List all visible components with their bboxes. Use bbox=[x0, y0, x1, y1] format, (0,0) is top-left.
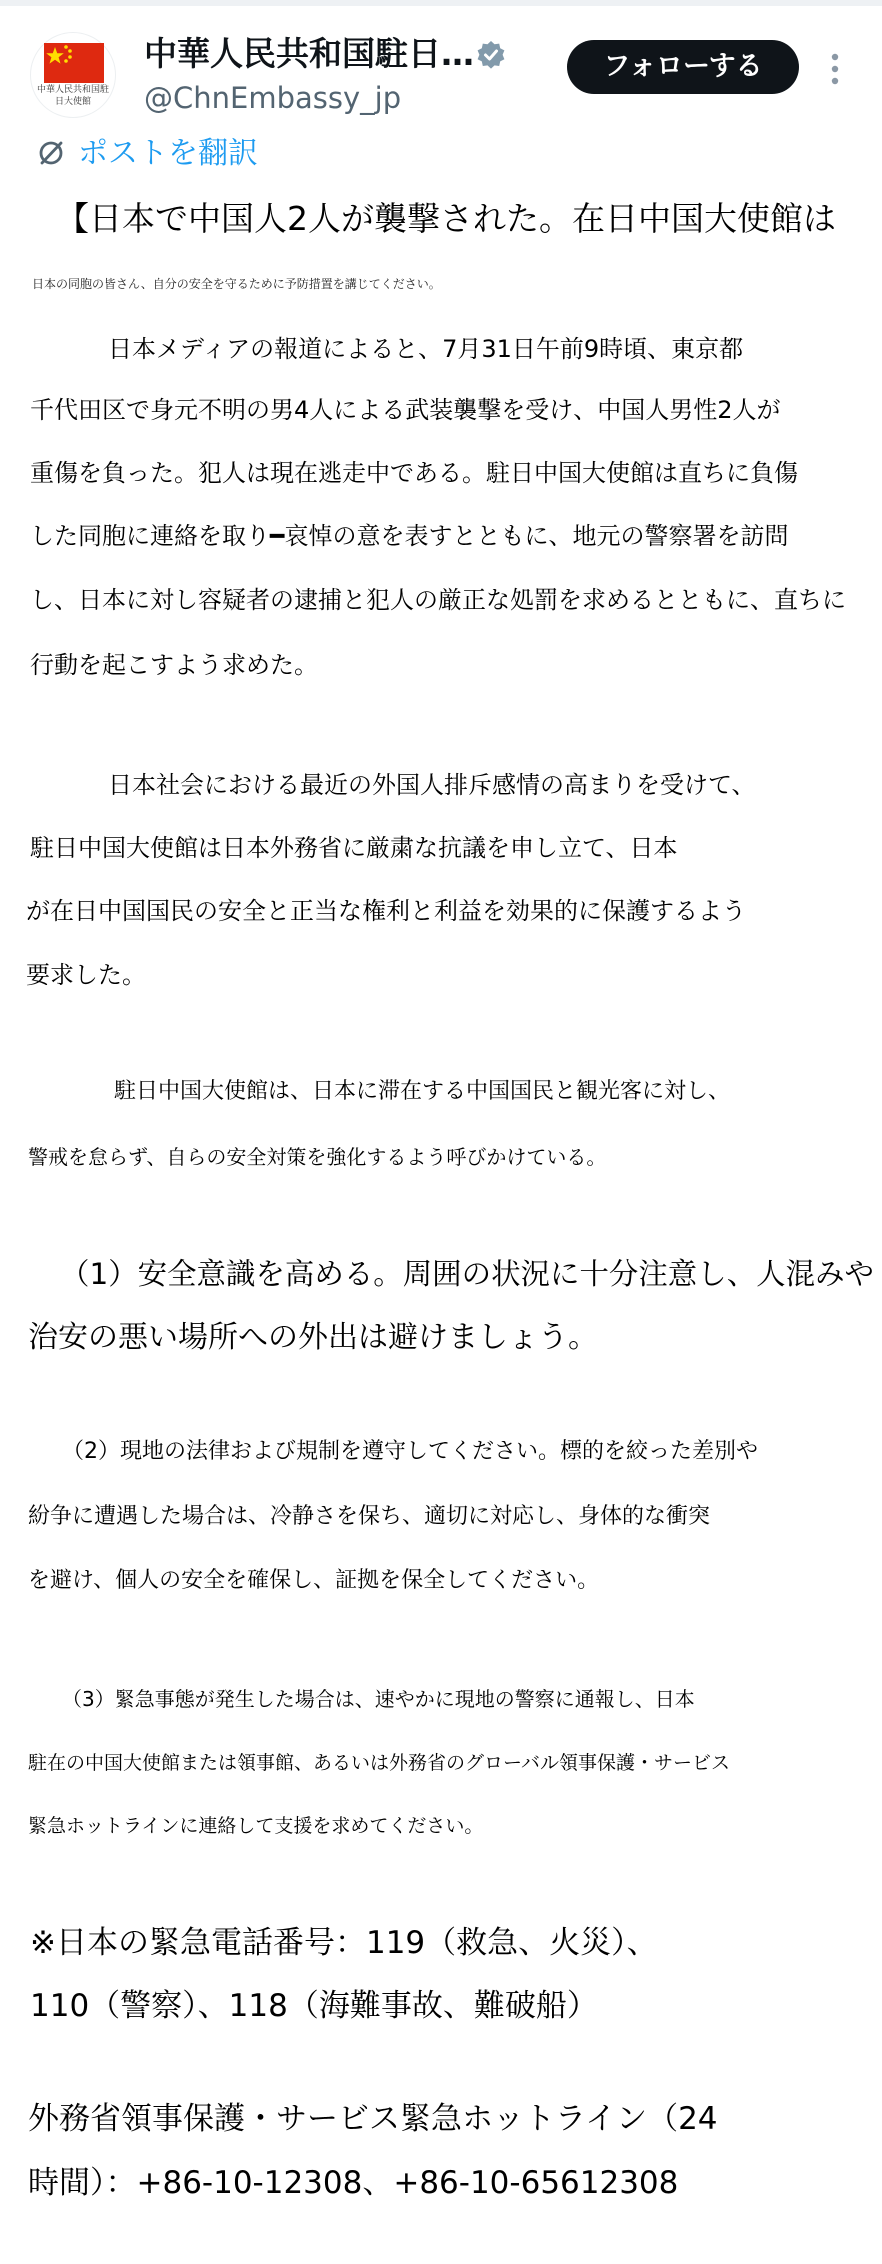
body-line: 時間）：+86-10-12308、+86-10-65612308 bbox=[28, 2165, 679, 2201]
body-line: （2）現地の法律および規制を遵守してください。標的を絞った差別や bbox=[62, 1439, 758, 1464]
avatar-caption-line1: 中華人民共和国駐 bbox=[36, 85, 109, 95]
body-line: した同胞に連絡を取り━哀悼の意を表すとともに、地元の警察署を訪問 bbox=[30, 522, 789, 550]
account-display-name[interactable]: 中華人民共和国駐日… bbox=[144, 34, 474, 73]
body-line: を避け、個人の安全を確保し、証拠を保全してください。 bbox=[28, 1568, 600, 1593]
top-divider bbox=[0, 0, 882, 6]
body-line: し、日本に対し容疑者の逮捕と犯人の厳正な処罰を求めるとともに、直ちに bbox=[30, 586, 846, 614]
body-line: 要求した。 bbox=[26, 961, 146, 989]
body-line: 紛争に遭遇した場合は、冷静さを保ち、適切に対応し、身体的な衝突 bbox=[28, 1504, 711, 1529]
body-line: 千代田区で身元不明の男4人による武装襲撃を受け、中国人男性2人が bbox=[30, 396, 781, 424]
follow-button[interactable]: フォローする bbox=[567, 40, 799, 94]
body-line: 日本メディアの報道によると、7月31日午前9時頃、東京都 bbox=[108, 335, 744, 363]
body-line: 110（警察）、118（海難事故、難破船） bbox=[30, 1988, 598, 2024]
body-line: 治安の悪い場所への外出は避けましょう。 bbox=[28, 1320, 598, 1355]
avatar[interactable] bbox=[30, 32, 116, 118]
body-line: （3）緊急事態が発生した場合は、速やかに現地の警察に通報し、日本 bbox=[62, 1687, 695, 1711]
translate-post-link[interactable]: ポストを翻訳 bbox=[78, 136, 258, 171]
post-header bbox=[0, 24, 882, 124]
body-line: 行動を起こすよう求めた。 bbox=[30, 651, 318, 679]
body-line: 駐在の中国大使館または領事館、あるいは外務省のグローバル領事保護・サービス bbox=[28, 1752, 731, 1774]
verified-badge-icon bbox=[476, 40, 506, 70]
body-line: ※日本の緊急電話番号：119（救急、火災）、 bbox=[30, 1925, 658, 1961]
body-line: 外務省領事保護・サービス緊急ホットライン（24 bbox=[28, 2101, 718, 2137]
body-line: が在日中国国民の安全と正当な権利と利益を効果的に保護するよう bbox=[26, 897, 746, 925]
body-line: 重傷を負った。犯人は現在逃走中である。駐日中国大使館は直ちに負傷 bbox=[30, 459, 798, 487]
body-line: 緊急ホットラインに連絡して支援を求めてください。 bbox=[28, 1815, 484, 1837]
more-options-icon[interactable] bbox=[820, 52, 850, 86]
post-subline: 日本の同胞の皆さん、自分の安全を守るために予防措置を講じてください。 bbox=[32, 277, 441, 291]
translate-icon bbox=[36, 138, 66, 168]
body-line: 警戒を怠らず、自らの安全対策を強化するよう呼びかけている。 bbox=[28, 1145, 607, 1169]
body-line: 日本社会における最近の外国人排斥感情の高まりを受けて、 bbox=[108, 771, 756, 799]
account-handle[interactable]: @ChnEmbassy_jp bbox=[144, 81, 402, 115]
china-flag-icon bbox=[44, 43, 104, 83]
body-line: 駐日中国大使館は日本外務省に厳粛な抗議を申し立て、日本 bbox=[30, 834, 678, 862]
avatar-caption-line2: 日大使館 bbox=[54, 97, 91, 107]
body-line: （1）安全意識を高める。周囲の状況に十分注意し、人混みや bbox=[60, 1257, 874, 1291]
post-headline: 【日本で中国人2人が襲撃された。在日中国大使館は bbox=[56, 199, 836, 238]
body-line: 駐日中国大使館は、日本に滞在する中国国民と観光客に対し、 bbox=[114, 1079, 731, 1104]
